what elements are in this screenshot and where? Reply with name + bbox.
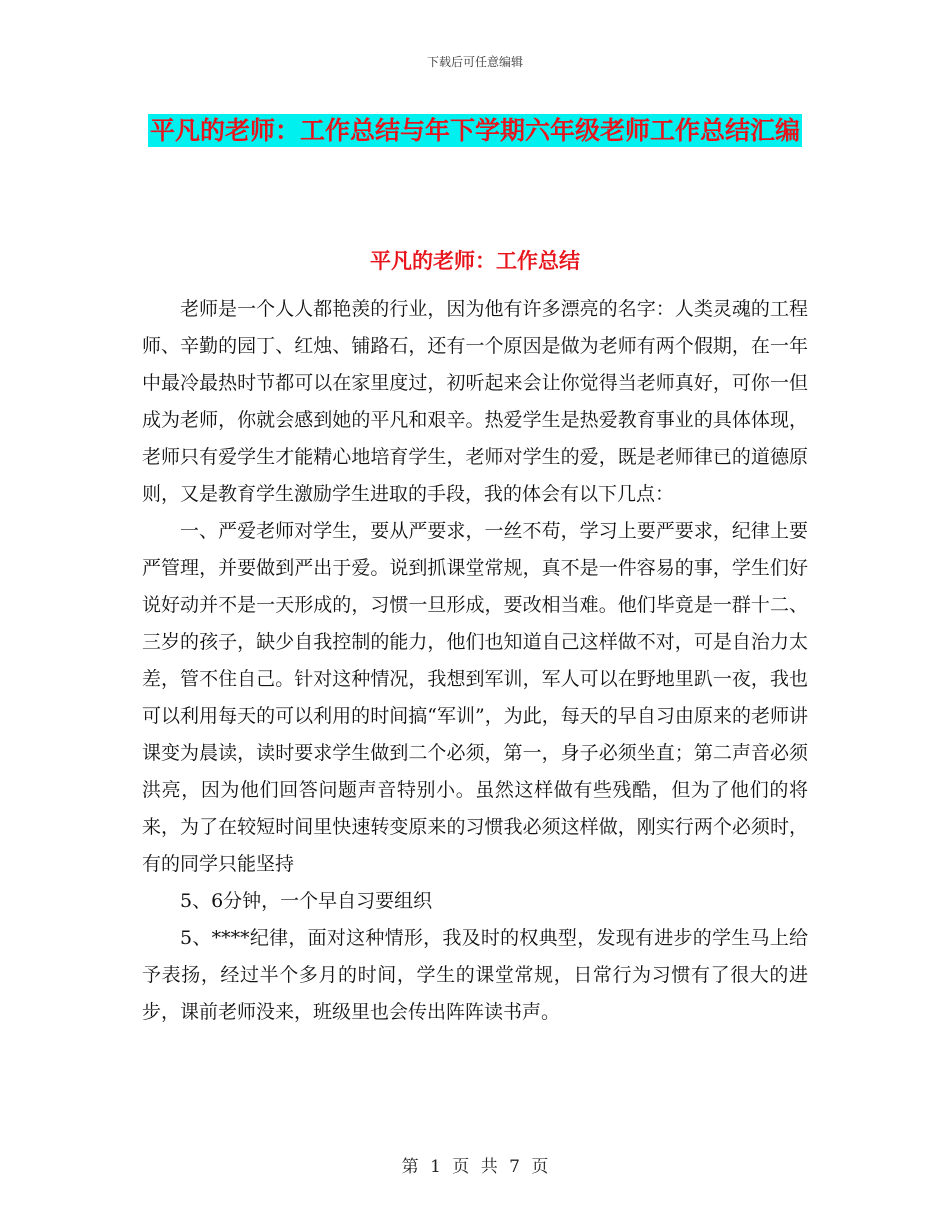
paragraph: 老师是一个人人都艳羡的行业，因为他有许多漂亮的名字：人类灵魂的工程师、辛勤的园丁、红烛、铺路石，还有一个原因是做为老师有两个假期，在一年中最冷最热时节都可以在家里度过，初听起来会让你觉得当老师真好，可你一但成为老师，你就会感到她的平凡和艰辛。热爱学生是热爱教育事业的具体体现，老师只有爱学生才能精心地培育学生，老师对学生的爱，既是老师律已的道德原则，又是教育学生激励学生进取的手段，我的体会有以下几点： [142, 298, 808, 505]
paragraph: 一、严爱老师对学生，要从严要求，一丝不苟，学习上要严要求，纪律上要严管理，并要做到严出于爱。说到抓课堂常规，真不是一件容易的事，学生们好说好动并不是一天形成的，习惯一旦形成，要改相当难。他们毕竟是一群十二、三岁的孩子，缺少自我控制的能力，他们也知道自己这样做不对，可是自治力太差，管不住自己。针对这种情况，我想到军训，军人可以在野地里趴一夜，我也可以利用每天的可以利用的时间搞“军训”，为此，每天的早自习由原来的老师讲课变为晨读，读时要求学生做到二个必须，第一，身子必须坐直；第二声音必须洪亮，因为他们回答问题声音特别小。虽然这样做有些残酷，但为了他们的将来，为了在较短时间里快速转变原来的习惯我必须这样做，刚实行两个必须时，有的同学只能坚持 [142, 520, 808, 875]
document-title-highlight: 平凡的老师：工作总结与年下学期六年级老师工作总结汇编 [149, 116, 800, 145]
header-note: 下载后可任意编辑 [426, 55, 523, 69]
section-title: 平凡的老师：工作总结 [370, 249, 580, 273]
body-text [142, 291, 808, 1031]
paragraph: 5、****纪律，面对这种情形，我及时的权典型，发现有进步的学生马上给予表扬，经过半个多月的时间，学生的课堂常规，日常行为习惯有了很大的进步，课前老师没来，班级里也会传出阵阵读书声。 [142, 927, 808, 1023]
page-footer: 第 1 页 共 7 页 [401, 1157, 549, 1177]
paragraph: 5、6分钟，一个早自习要组织 [180, 890, 433, 912]
document-title [140, 108, 810, 154]
